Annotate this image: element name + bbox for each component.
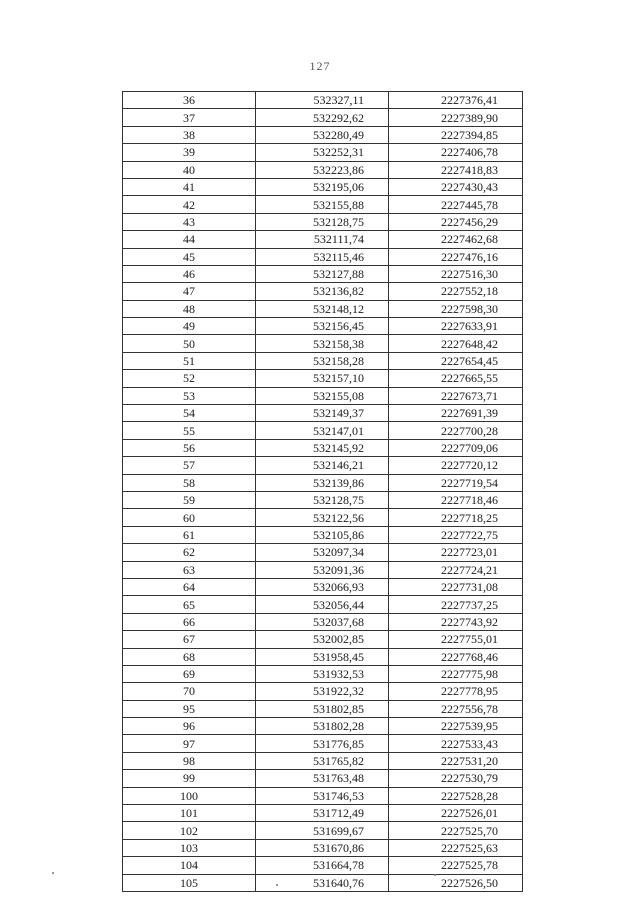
table-row <box>123 126 523 143</box>
x-coordinate-cell: 532156,45 <box>256 318 389 335</box>
y-coordinate-cell: 2227768,46 <box>389 648 523 665</box>
x-coordinate-cell: 531932,53 <box>256 665 389 682</box>
y-coordinate-cell: 2227724,21 <box>389 561 523 578</box>
table-row <box>123 509 523 526</box>
y-coordinate-cell: 2227445,78 <box>389 196 523 213</box>
scan-speck <box>52 872 54 874</box>
x-coordinate-cell: 532292,62 <box>256 109 389 126</box>
y-coordinate-cell: 2227552,18 <box>389 283 523 300</box>
x-coordinate-cell: 532097,34 <box>256 544 389 561</box>
table-row <box>123 596 523 613</box>
y-coordinate-cell: 2227720,12 <box>389 457 523 474</box>
point-number-cell: 98 <box>123 752 256 769</box>
y-coordinate-cell: 2227456,29 <box>389 213 523 230</box>
table-row <box>123 578 523 595</box>
x-coordinate-cell: 532327,11 <box>256 92 389 109</box>
table-row <box>123 457 523 474</box>
y-coordinate-cell: 2227665,55 <box>389 370 523 387</box>
x-coordinate-cell: 532148,12 <box>256 300 389 317</box>
table-row <box>123 161 523 178</box>
y-coordinate-cell: 2227430,43 <box>389 178 523 195</box>
point-number-cell: 36 <box>123 92 256 109</box>
x-coordinate-cell: 531664,78 <box>256 857 389 874</box>
point-number-cell: 48 <box>123 300 256 317</box>
point-number-cell: 42 <box>123 196 256 213</box>
x-coordinate-cell: 531776,85 <box>256 735 389 752</box>
y-coordinate-cell: 2227648,42 <box>389 335 523 352</box>
table-row <box>123 248 523 265</box>
table-row <box>123 839 523 856</box>
point-number-cell: 44 <box>123 231 256 248</box>
table-row <box>123 439 523 456</box>
x-coordinate-cell: 532147,01 <box>256 422 389 439</box>
x-coordinate-cell: 531802,85 <box>256 700 389 717</box>
point-number-cell: 101 <box>123 805 256 822</box>
table-row <box>123 352 523 369</box>
x-coordinate-cell: 532066,93 <box>256 578 389 595</box>
x-coordinate-cell: 532105,86 <box>256 526 389 543</box>
table-row <box>123 318 523 335</box>
point-number-cell: 100 <box>123 787 256 804</box>
x-coordinate-cell: 531712,49 <box>256 805 389 822</box>
point-number-cell: 53 <box>123 387 256 404</box>
y-coordinate-cell: 2227700,28 <box>389 422 523 439</box>
y-coordinate-cell: 2227775,98 <box>389 665 523 682</box>
table-row <box>123 683 523 700</box>
y-coordinate-cell: 2227394,85 <box>389 126 523 143</box>
point-number-cell: 50 <box>123 335 256 352</box>
y-coordinate-cell: 2227462,68 <box>389 231 523 248</box>
y-coordinate-cell: 2227556,78 <box>389 700 523 717</box>
point-number-cell: 47 <box>123 283 256 300</box>
y-coordinate-cell: 2227719,54 <box>389 474 523 491</box>
point-number-cell: 60 <box>123 509 256 526</box>
table-row <box>123 335 523 352</box>
x-coordinate-cell: 531763,48 <box>256 770 389 787</box>
scan-speck <box>276 884 278 886</box>
x-coordinate-cell: 532155,88 <box>256 196 389 213</box>
x-coordinate-cell: 531670,86 <box>256 839 389 856</box>
table-row <box>123 874 523 891</box>
x-coordinate-cell: 532115,46 <box>256 248 389 265</box>
point-number-cell: 41 <box>123 178 256 195</box>
y-coordinate-cell: 2227539,95 <box>389 718 523 735</box>
coordinates-table-body <box>123 92 523 892</box>
table-row <box>123 700 523 717</box>
y-coordinate-cell: 2227531,20 <box>389 752 523 769</box>
y-coordinate-cell: 2227633,91 <box>389 318 523 335</box>
x-coordinate-cell: 532056,44 <box>256 596 389 613</box>
point-number-cell: 37 <box>123 109 256 126</box>
y-coordinate-cell: 2227673,71 <box>389 387 523 404</box>
x-coordinate-cell: 532127,88 <box>256 265 389 282</box>
x-coordinate-cell: 532111,74 <box>256 231 389 248</box>
page-number: 127 <box>309 59 331 73</box>
y-coordinate-cell: 2227389,90 <box>389 109 523 126</box>
table-row <box>123 300 523 317</box>
point-number-cell: 45 <box>123 248 256 265</box>
x-coordinate-cell: 531802,28 <box>256 718 389 735</box>
x-coordinate-cell: 532091,36 <box>256 561 389 578</box>
y-coordinate-cell: 2227722,75 <box>389 526 523 543</box>
y-coordinate-cell: 2227755,01 <box>389 631 523 648</box>
x-coordinate-cell: 532146,21 <box>256 457 389 474</box>
point-number-cell: 55 <box>123 422 256 439</box>
point-number-cell: 68 <box>123 648 256 665</box>
table-row <box>123 109 523 126</box>
coordinates-table <box>122 91 523 892</box>
x-coordinate-cell: 532195,06 <box>256 178 389 195</box>
table-row <box>123 92 523 109</box>
table-row <box>123 752 523 769</box>
point-number-cell: 105 <box>123 874 256 891</box>
y-coordinate-cell: 2227743,92 <box>389 613 523 630</box>
point-number-cell: 103 <box>123 839 256 856</box>
table-row <box>123 787 523 804</box>
point-number-cell: 95 <box>123 700 256 717</box>
y-coordinate-cell: 2227533,43 <box>389 735 523 752</box>
table-row <box>123 213 523 230</box>
table-row <box>123 283 523 300</box>
x-coordinate-cell: 532122,56 <box>256 509 389 526</box>
x-coordinate-cell: 531922,32 <box>256 683 389 700</box>
y-coordinate-cell: 2227723,01 <box>389 544 523 561</box>
x-coordinate-cell: 531958,45 <box>256 648 389 665</box>
x-coordinate-cell: 532128,75 <box>256 491 389 508</box>
table-row <box>123 422 523 439</box>
y-coordinate-cell: 2227376,41 <box>389 92 523 109</box>
point-number-cell: 62 <box>123 544 256 561</box>
x-coordinate-cell: 532158,38 <box>256 335 389 352</box>
table-row <box>123 178 523 195</box>
point-number-cell: 57 <box>123 457 256 474</box>
table-row <box>123 665 523 682</box>
point-number-cell: 58 <box>123 474 256 491</box>
point-number-cell: 64 <box>123 578 256 595</box>
x-coordinate-cell: 532145,92 <box>256 439 389 456</box>
table-row <box>123 561 523 578</box>
point-number-cell: 51 <box>123 352 256 369</box>
y-coordinate-cell: 2227526,50 <box>389 874 523 891</box>
point-number-cell: 96 <box>123 718 256 735</box>
table-row <box>123 822 523 839</box>
x-coordinate-cell: 532128,75 <box>256 213 389 230</box>
point-number-cell: 49 <box>123 318 256 335</box>
point-number-cell: 97 <box>123 735 256 752</box>
point-number-cell: 102 <box>123 822 256 839</box>
table-row <box>123 196 523 213</box>
x-coordinate-cell: 532280,49 <box>256 126 389 143</box>
table-row <box>123 631 523 648</box>
table-row <box>123 265 523 282</box>
point-number-cell: 54 <box>123 405 256 422</box>
y-coordinate-cell: 2227406,78 <box>389 144 523 161</box>
x-coordinate-cell: 532223,86 <box>256 161 389 178</box>
table-row <box>123 613 523 630</box>
x-coordinate-cell: 531640,76 <box>256 874 389 891</box>
table-row <box>123 387 523 404</box>
table-row <box>123 805 523 822</box>
y-coordinate-cell: 2227731,08 <box>389 578 523 595</box>
x-coordinate-cell: 532158,28 <box>256 352 389 369</box>
y-coordinate-cell: 2227516,30 <box>389 265 523 282</box>
y-coordinate-cell: 2227418,83 <box>389 161 523 178</box>
point-number-cell: 69 <box>123 665 256 682</box>
table-row <box>123 370 523 387</box>
point-number-cell: 66 <box>123 613 256 630</box>
y-coordinate-cell: 2227525,78 <box>389 857 523 874</box>
table-row <box>123 144 523 161</box>
table-row <box>123 770 523 787</box>
y-coordinate-cell: 2227525,70 <box>389 822 523 839</box>
x-coordinate-cell: 532252,31 <box>256 144 389 161</box>
table-row <box>123 544 523 561</box>
point-number-cell: 99 <box>123 770 256 787</box>
point-number-cell: 65 <box>123 596 256 613</box>
point-number-cell: 46 <box>123 265 256 282</box>
scan-speck <box>434 874 436 876</box>
point-number-cell: 39 <box>123 144 256 161</box>
point-number-cell: 43 <box>123 213 256 230</box>
table-row <box>123 718 523 735</box>
y-coordinate-cell: 2227691,39 <box>389 405 523 422</box>
y-coordinate-cell: 2227476,16 <box>389 248 523 265</box>
table-row <box>123 491 523 508</box>
x-coordinate-cell: 532139,86 <box>256 474 389 491</box>
x-coordinate-cell: 532149,37 <box>256 405 389 422</box>
point-number-cell: 40 <box>123 161 256 178</box>
y-coordinate-cell: 2227718,46 <box>389 491 523 508</box>
table-row <box>123 857 523 874</box>
table-row <box>123 648 523 665</box>
y-coordinate-cell: 2227598,30 <box>389 300 523 317</box>
x-coordinate-cell: 532037,68 <box>256 613 389 630</box>
table-row <box>123 231 523 248</box>
point-number-cell: 56 <box>123 439 256 456</box>
x-coordinate-cell: 531765,82 <box>256 752 389 769</box>
y-coordinate-cell: 2227525,63 <box>389 839 523 856</box>
y-coordinate-cell: 2227709,06 <box>389 439 523 456</box>
y-coordinate-cell: 2227718,25 <box>389 509 523 526</box>
x-coordinate-cell: 531746,53 <box>256 787 389 804</box>
point-number-cell: 70 <box>123 683 256 700</box>
table-row <box>123 405 523 422</box>
point-number-cell: 67 <box>123 631 256 648</box>
table-row <box>123 735 523 752</box>
y-coordinate-cell: 2227526,01 <box>389 805 523 822</box>
table-row <box>123 526 523 543</box>
point-number-cell: 38 <box>123 126 256 143</box>
y-coordinate-cell: 2227528,28 <box>389 787 523 804</box>
x-coordinate-cell: 532157,10 <box>256 370 389 387</box>
x-coordinate-cell: 532155,08 <box>256 387 389 404</box>
point-number-cell: 52 <box>123 370 256 387</box>
x-coordinate-cell: 532002,85 <box>256 631 389 648</box>
table-row <box>123 474 523 491</box>
point-number-cell: 104 <box>123 857 256 874</box>
point-number-cell: 63 <box>123 561 256 578</box>
point-number-cell: 59 <box>123 491 256 508</box>
x-coordinate-cell: 532136,82 <box>256 283 389 300</box>
y-coordinate-cell: 2227737,25 <box>389 596 523 613</box>
y-coordinate-cell: 2227778,95 <box>389 683 523 700</box>
point-number-cell: 61 <box>123 526 256 543</box>
x-coordinate-cell: 531699,67 <box>256 822 389 839</box>
y-coordinate-cell: 2227530,79 <box>389 770 523 787</box>
y-coordinate-cell: 2227654,45 <box>389 352 523 369</box>
